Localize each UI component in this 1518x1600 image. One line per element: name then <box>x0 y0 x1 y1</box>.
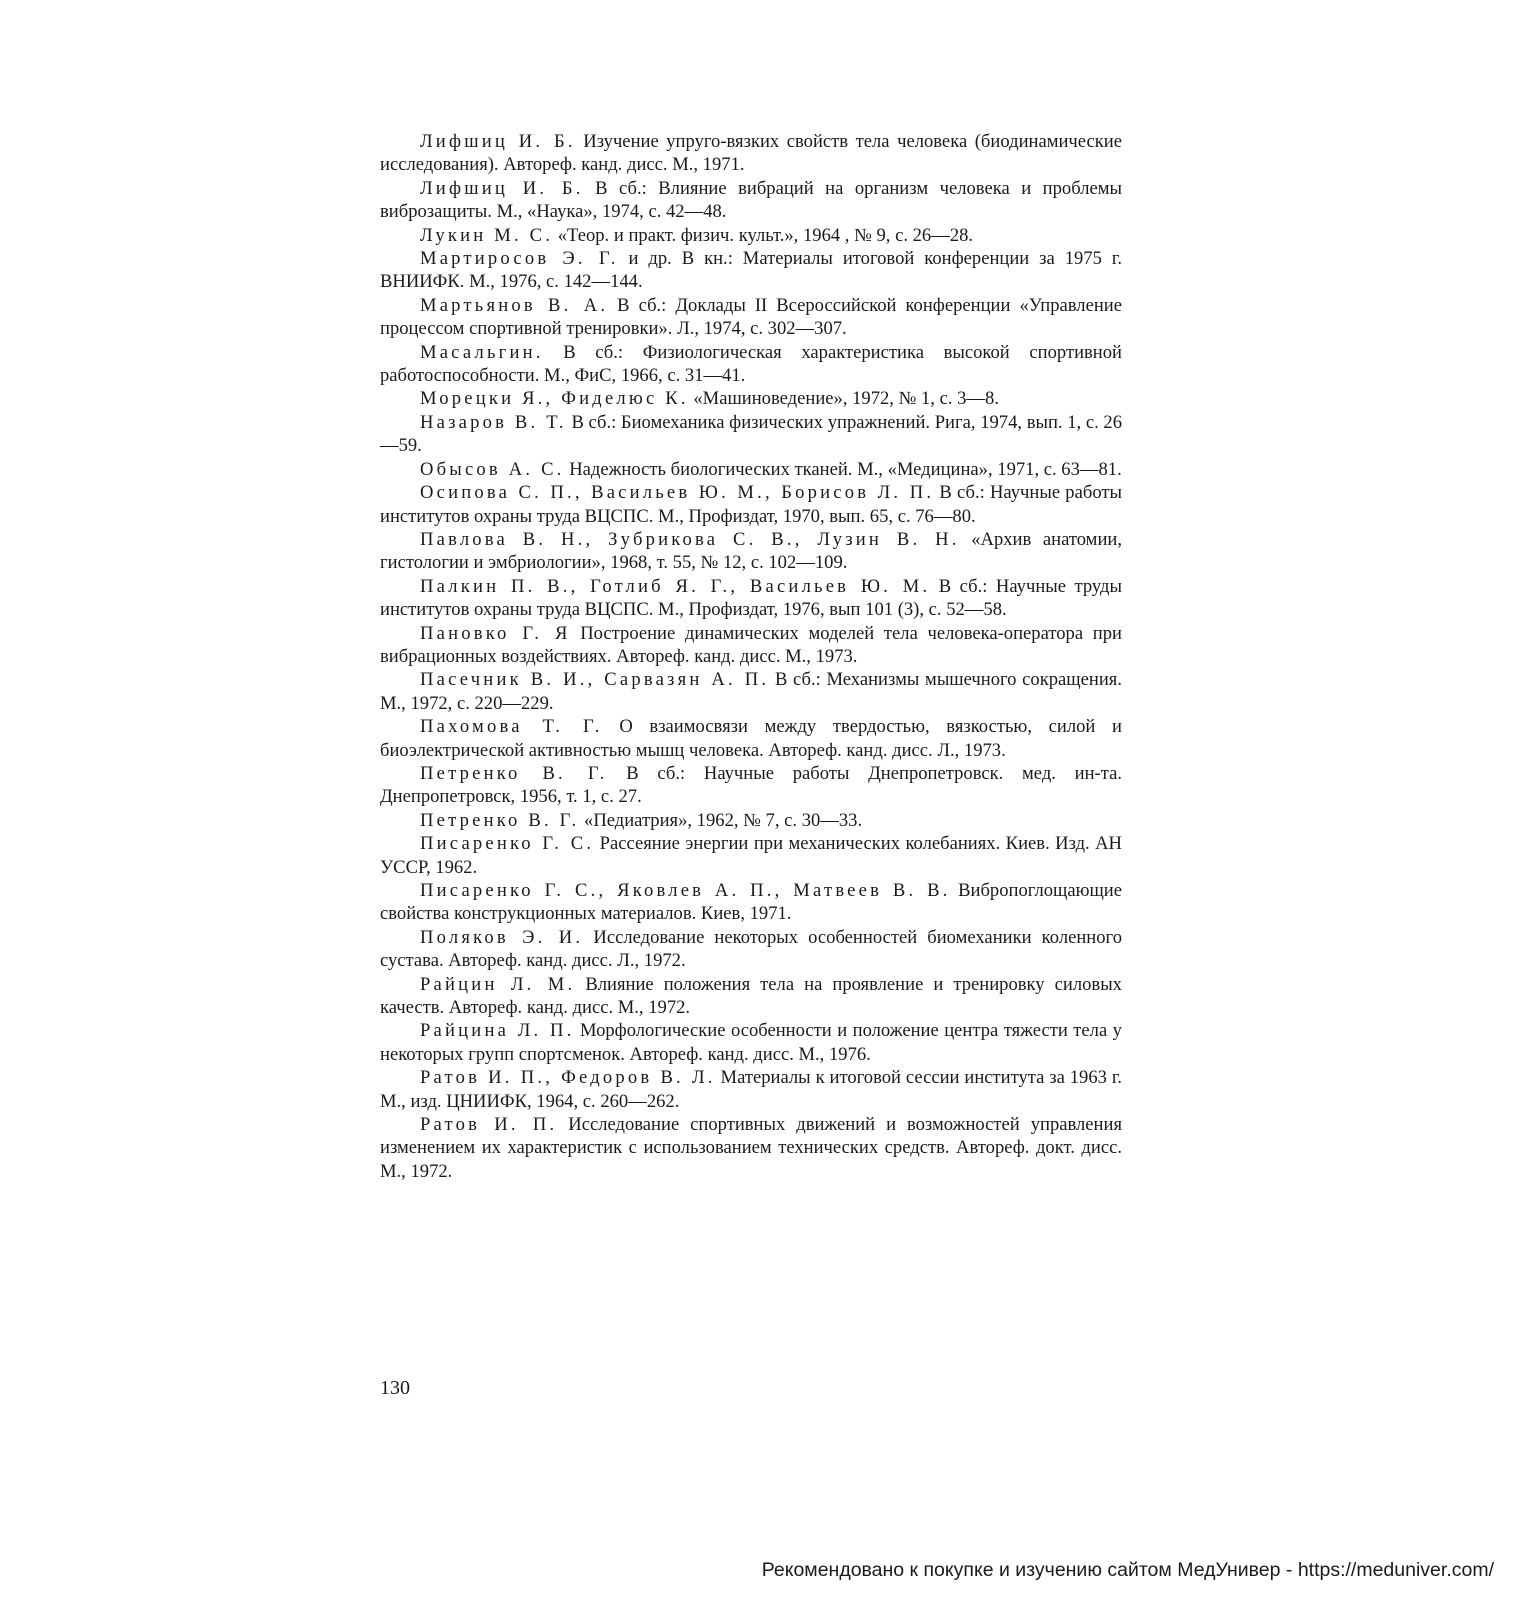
reference-text: Исследование некоторых особенностей биомеханики коленного сустава. Автореф. канд. дисс. Л., 1972. <box>380 926 1123 972</box>
reference-item <box>380 247 1122 294</box>
reference-author: Морецки Я., Фиделюс К. <box>420 388 689 410</box>
reference-author: Назаров В. Т. <box>420 411 567 433</box>
reference-text: О взаимосвязи между твердостью, вязкостью, силой и биоэлектрической активностью мышц человека. Автореф. канд. дисс. Л., 1973. <box>380 716 1122 761</box>
footer-recommendation: Рекомендовано к покупке и изучению сайтом МедУнивер - https://meduniver.com/ <box>761 1559 1494 1581</box>
reference-item <box>380 224 1122 247</box>
reference-text: В сб.: Влияние вибраций на организм человека и проблемы виброзащиты. М., «Наука», 1974, с. 42—48. <box>380 177 1122 223</box>
reference-author: Ратов И. П., Федоров В. Л. <box>420 1067 716 1089</box>
reference-text: «Педиатрия», 1962, № 7, с. 30—33. <box>579 809 863 831</box>
reference-author: Райцин Л. М. <box>420 973 576 995</box>
reference-author: Петренко В. Г. <box>420 762 608 784</box>
reference-item <box>380 528 1122 575</box>
reference-text: В сб.: Научные работы институтов охраны труда ВЦСПС. М., Профиздат, 1970, вып. 65, с. 76—80. <box>380 482 1122 527</box>
reference-author: Мартиросов Э. Г. <box>420 248 619 270</box>
reference-text: «Архив анатомии, гистологии и эмбриологии», 1968, т. 55, № 12, с. 102—109. <box>380 528 1122 574</box>
reference-author: Масальгин. <box>420 341 544 363</box>
reference-author: Пасечник В. И., Сарвазян А. П. <box>420 669 770 691</box>
reference-text: Изучение упруго-вязких свойств тела человека (биодинамические исследования). Автореф. канд. дисс. М., 1971. <box>380 131 1122 176</box>
reference-item <box>380 1113 1122 1183</box>
reference-author: Ратов И. П. <box>420 1114 558 1136</box>
reference-author: Писаренко Г. С., Яковлев А. П., Матвеев В. В. <box>420 880 951 901</box>
reference-author: Райцина Л. П. <box>420 1020 575 1042</box>
reference-text: Морфологические особенности и положение центра тяжести тела у некоторых групп спортсменок. Автореф. канд. дисс. М., 1976. <box>380 1020 1122 1065</box>
reference-item <box>380 622 1122 669</box>
reference-text: Материалы к итоговой сессии института за 1963 г. М., изд. ЦНИИФК, 1964, с. 260—262. <box>380 1067 1123 1112</box>
reference-text: Вибропоглощающие свойства конструкционных материалов. Киев, 1971. <box>380 880 1123 925</box>
reference-item <box>380 458 1122 481</box>
reference-item <box>380 411 1122 458</box>
reference-text: «Машиноведение», 1972, № 1, с. 3—8. <box>688 388 999 410</box>
reference-item <box>380 715 1122 762</box>
reference-text: В сб.: Механизмы мышечного сокращения. М., 1972, с. 220—229. <box>380 669 1122 714</box>
reference-author: Павлова В. Н., Зубрикова С. В., Лузин В. Н. <box>420 528 960 550</box>
reference-author: Палкин П. В., Готлиб Я. Г., Васильев Ю. М. <box>420 575 931 597</box>
reference-author: Обысов А. С. <box>420 458 565 480</box>
reference-text: «Теор. и практ. физич. культ.», 1964 , № 9, с. 26—28. <box>553 224 974 246</box>
reference-item <box>380 762 1122 809</box>
reference-text: Исследование спортивных движений и возможностей управления изменением их характеристик с использованием технических средств. Автореф. докт. дисс. М., 1972. <box>380 1114 1123 1182</box>
reference-author: Поляков Э. И. <box>420 926 584 948</box>
reference-author: Лифшиц И. Б. <box>420 131 576 152</box>
reference-text: Влияние положения тела на проявление и тренировку силовых качеств. Автореф. канд. дисс. М., 1972. <box>380 973 1122 1019</box>
reference-item <box>380 481 1122 528</box>
reference-item <box>380 130 1122 177</box>
reference-author: Петренко В. Г. <box>420 809 580 831</box>
reference-text: В сб.: Научные труды институтов охраны труда ВЦСПС. М., Профиздат, 1976, вып 101 (3), с. 52—58. <box>380 575 1122 621</box>
reference-item <box>380 1019 1122 1066</box>
page-number: 130 <box>380 1377 410 1399</box>
reference-item <box>380 832 1122 879</box>
reference-text: В сб.: Биомеханика физических упражнений. Рига, 1974, вып. 1, с. 26—59. <box>380 411 1122 457</box>
reference-text: Рассеяние энергии при механических колебаниях. Киев. Изд. АН УССР, 1962. <box>380 833 1122 878</box>
reference-text: В сб.: Научные работы Днепропетровск. мед. ин-та. Днепропетровск, 1956, т. 1, с. 27. <box>380 762 1123 808</box>
reference-text: и др. В кн.: Материалы итоговой конференции за 1975 г. ВНИИФК. М., 1976, с. 142—144. <box>380 248 1122 293</box>
reference-author: Пахомова Т. Г. <box>420 716 603 738</box>
reference-author: Мартьянов В. А. <box>420 294 609 316</box>
reference-author: Пановко Г. Я <box>420 622 571 644</box>
reference-item <box>380 809 1122 832</box>
bibliography-page <box>380 130 1122 1183</box>
reference-text: Надежность биологических тканей. М., «Медицина», 1971, с. 63—81. <box>564 458 1122 480</box>
reference-item <box>380 973 1122 1020</box>
reference-author: Осипова С. П., Васильев Ю. М., Борисов Л. П. <box>420 482 935 504</box>
reference-item <box>380 1066 1122 1113</box>
reference-list <box>380 130 1122 1183</box>
reference-item <box>380 387 1122 410</box>
reference-author: Писаренко Г. С. <box>420 833 595 855</box>
reference-text: В сб.: Физиологическая характеристика высокой спортивной работоспособности. М., ФиС, 1966, с. 31—41. <box>380 341 1122 387</box>
reference-item <box>380 926 1122 973</box>
reference-item <box>380 294 1122 341</box>
reference-author: Лукин М. С. <box>420 224 554 246</box>
reference-author: Лифшиц И. Б. <box>420 177 584 199</box>
reference-item <box>380 668 1122 715</box>
reference-item <box>380 879 1122 926</box>
reference-text: Построение динамических моделей тела человека-оператора при вибрационных воздействиях. Автореф. канд. дисс. М., 1973. <box>380 622 1122 667</box>
reference-item <box>380 177 1122 224</box>
reference-item <box>380 341 1122 388</box>
reference-text: В сб.: Доклады II Всероссийской конференции «Управление процессом спортивной тренировки». Л., 1974, с. 302—307. <box>380 294 1122 340</box>
reference-item <box>380 575 1122 622</box>
